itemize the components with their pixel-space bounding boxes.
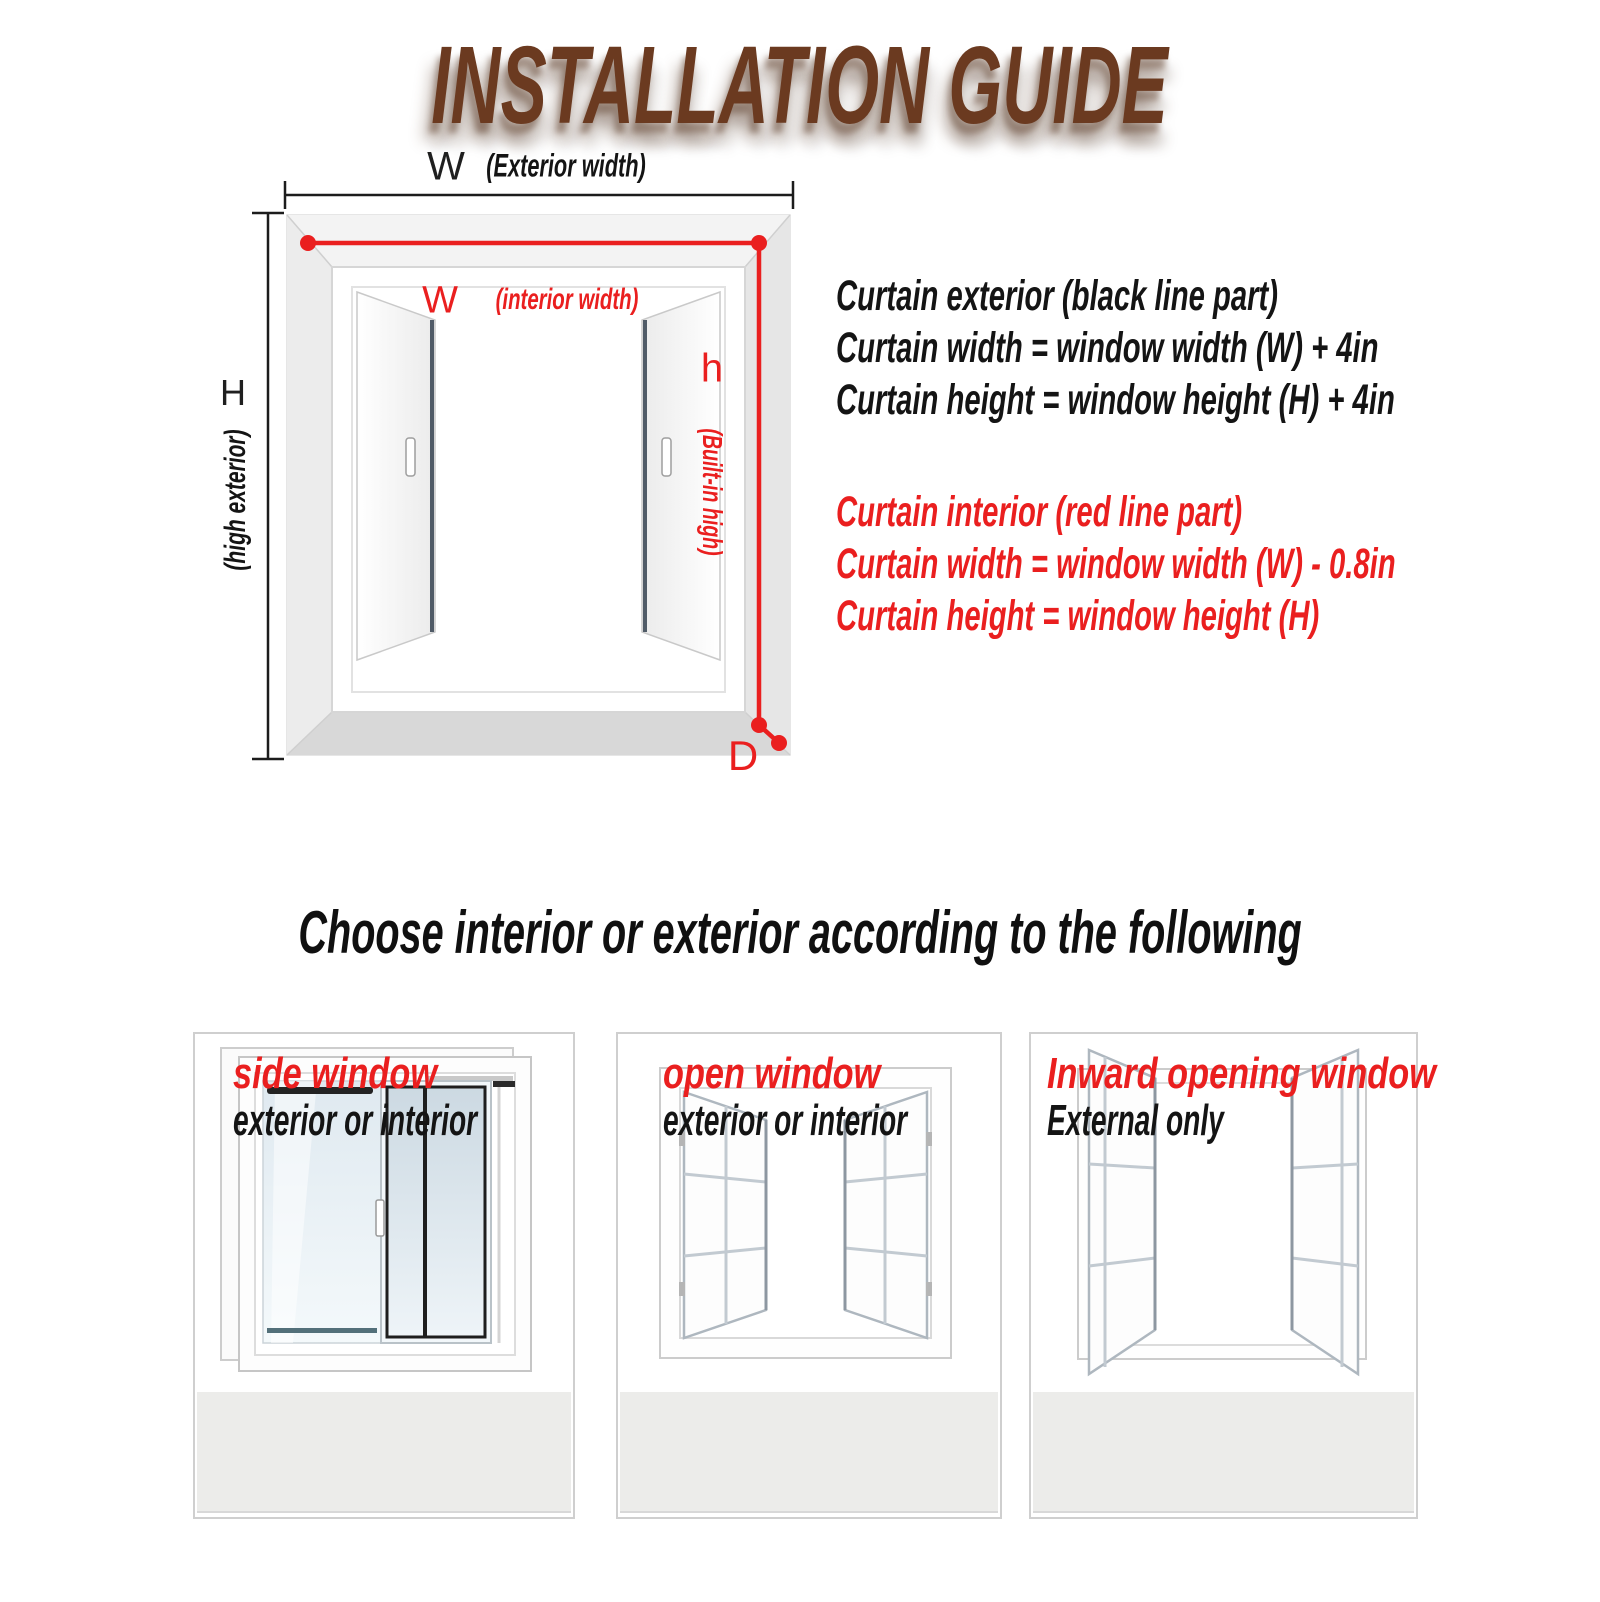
card-title: open window	[663, 1049, 881, 1098]
left-sash	[357, 292, 435, 660]
card-subtitle: exterior or interior	[233, 1096, 478, 1145]
card-caption	[620, 1392, 998, 1513]
interior-width-caption: (interior width)	[495, 283, 639, 316]
card-title: side window	[233, 1049, 438, 1098]
card-caption	[1033, 1392, 1414, 1513]
card-inward-opening-window	[1029, 1032, 1436, 1519]
exterior-height-caption: (high exterior)	[219, 429, 252, 571]
card-subtitle: External only	[1047, 1096, 1224, 1145]
window-measure-illustration	[230, 140, 830, 790]
depth-symbol: D	[727, 732, 759, 779]
page-title-text: INSTALLATION GUIDE	[431, 24, 1169, 147]
card-open-window	[616, 1032, 1002, 1519]
card-title: Inward opening window	[1047, 1049, 1436, 1098]
card-caption	[197, 1392, 571, 1513]
left-sash-handle	[406, 438, 415, 476]
note-line: Curtain width = window width (W) - 0.8in	[836, 540, 1396, 588]
interior-height-symbol: h	[700, 346, 724, 391]
interior-width-symbol: W	[422, 279, 458, 322]
interior-height-caption: (Built-in high)	[697, 428, 728, 556]
curtain-interior-note	[836, 486, 1600, 642]
card-side-window	[193, 1032, 575, 1519]
sliding-window-handle	[376, 1200, 384, 1236]
note-line: Curtain width = window width (W) + 4in	[836, 324, 1379, 372]
exterior-height-symbol: H	[220, 372, 246, 413]
page-title	[0, 22, 1600, 149]
curtain-exterior-note	[836, 270, 1600, 426]
note-line: Curtain interior (red line part)	[836, 488, 1243, 536]
note-line: Curtain height = window height (H)	[836, 592, 1320, 640]
note-line: Curtain exterior (black line part)	[836, 272, 1278, 320]
exterior-width-caption: (Exterior width)	[486, 147, 646, 184]
right-sash-handle	[662, 438, 671, 476]
note-line: Curtain height = window height (H) + 4in	[836, 376, 1395, 424]
section-heading: Choose interior or exterior according to the following	[298, 899, 1302, 966]
exterior-width-symbol: W	[427, 144, 465, 189]
card-subtitle: exterior or interior	[663, 1096, 908, 1145]
